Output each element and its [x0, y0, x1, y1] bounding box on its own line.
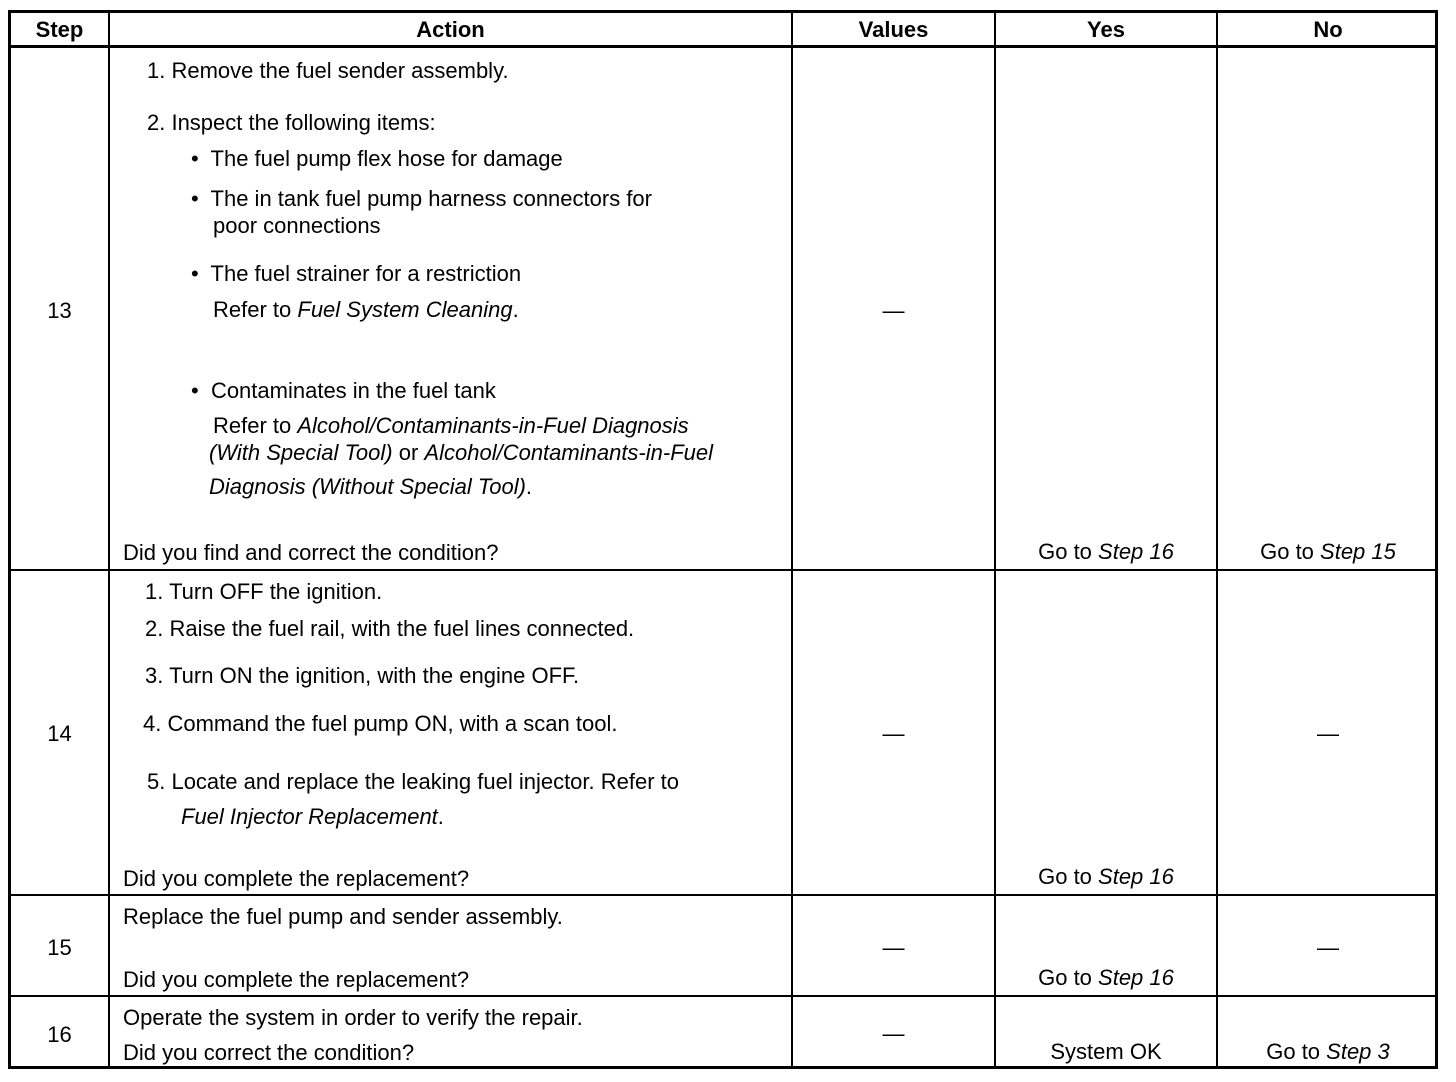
yes-cell: Go to Step 16: [1038, 864, 1174, 889]
reference-link[interactable]: Alcohol/Contaminants-in-Fuel: [424, 440, 713, 465]
reference-line: Refer to Fuel System Cleaning.: [213, 297, 519, 322]
bullet-continuation: poor connections: [213, 213, 381, 238]
bullet-item: • The fuel pump flex hose for damage: [191, 146, 563, 171]
reference-line: Refer to Alcohol/Contaminants-in-Fuel Diagnosis: [213, 413, 689, 438]
values-cell: —: [882, 935, 905, 960]
action-line: Replace the fuel pump and sender assembly.: [123, 904, 563, 929]
action-question: Did you complete the replacement?: [123, 967, 470, 992]
action-line: Operate the system in order to verify the repair.: [123, 1005, 583, 1030]
row-divider: [11, 894, 1435, 896]
step-link[interactable]: Step 16: [1098, 864, 1174, 889]
step-number: 15: [47, 935, 72, 960]
header-action: Action: [416, 17, 485, 42]
col-divider: [108, 13, 110, 1066]
step-link[interactable]: Step 16: [1098, 965, 1174, 990]
values-cell: —: [882, 298, 905, 323]
values-cell: —: [882, 721, 905, 746]
action-question: Did you find and correct the condition?: [123, 540, 499, 565]
no-cell: Go to Step 3: [1266, 1039, 1390, 1064]
action-item: 2. Inspect the following items:: [147, 110, 436, 135]
yes-cell: Go to Step 16: [1038, 965, 1174, 990]
row-divider: [11, 995, 1435, 997]
col-divider: [791, 13, 793, 1066]
reference-link[interactable]: Diagnosis (Without Special Tool): [209, 474, 526, 499]
step-link[interactable]: Step 15: [1320, 539, 1396, 564]
bullet-item: • Contaminates in the fuel tank: [191, 378, 496, 403]
reference-link[interactable]: Alcohol/Contaminants-in-Fuel Diagnosis: [297, 413, 689, 438]
header-yes: Yes: [1087, 17, 1125, 42]
reference-line: (With Special Tool) or Alcohol/Contaminants-in-Fuel: [209, 440, 713, 465]
reference-link[interactable]: Fuel Injector Replacement: [181, 804, 438, 829]
header-step: Step: [35, 17, 84, 42]
action-item: 5. Locate and replace the leaking fuel injector. Refer to: [147, 769, 680, 794]
diagnostic-table: [8, 10, 1438, 1069]
header-values: Values: [858, 17, 929, 42]
yes-cell: System OK: [1050, 1039, 1162, 1064]
action-item: 1. Remove the fuel sender assembly.: [147, 58, 509, 83]
header-no: No: [1313, 17, 1343, 42]
action-item: 1. Turn OFF the ignition.: [145, 579, 383, 604]
yes-cell: Go to Step 16: [1038, 539, 1174, 564]
reference-link[interactable]: (With Special Tool): [209, 440, 393, 465]
bullet-item: • The fuel strainer for a restriction: [191, 261, 522, 286]
no-cell: Go to Step 15: [1260, 539, 1396, 564]
action-question: Did you correct the condition?: [123, 1040, 415, 1065]
no-cell: —: [1317, 935, 1339, 960]
no-cell: —: [1317, 721, 1339, 746]
step-link[interactable]: Step 3: [1326, 1039, 1390, 1064]
bullet-item: • The in tank fuel pump harness connectors for: [191, 186, 652, 211]
step-link[interactable]: Step 16: [1098, 539, 1174, 564]
reference-line: Diagnosis (Without Special Tool).: [209, 474, 533, 499]
reference-link[interactable]: Fuel System Cleaning: [297, 297, 513, 322]
action-item: 2. Raise the fuel rail, with the fuel lines connected.: [145, 616, 635, 641]
step-number: 13: [47, 298, 72, 323]
reference-line: Fuel Injector Replacement.: [181, 804, 444, 829]
action-item: 3. Turn ON the ignition, with the engine OFF.: [145, 663, 580, 688]
step-number: 16: [47, 1022, 72, 1047]
row-divider: [11, 569, 1435, 571]
action-question: Did you complete the replacement?: [123, 866, 470, 891]
values-cell: —: [882, 1021, 905, 1046]
step-number: 14: [47, 721, 72, 746]
action-item: 4. Command the fuel pump ON, with a scan tool.: [143, 711, 618, 736]
